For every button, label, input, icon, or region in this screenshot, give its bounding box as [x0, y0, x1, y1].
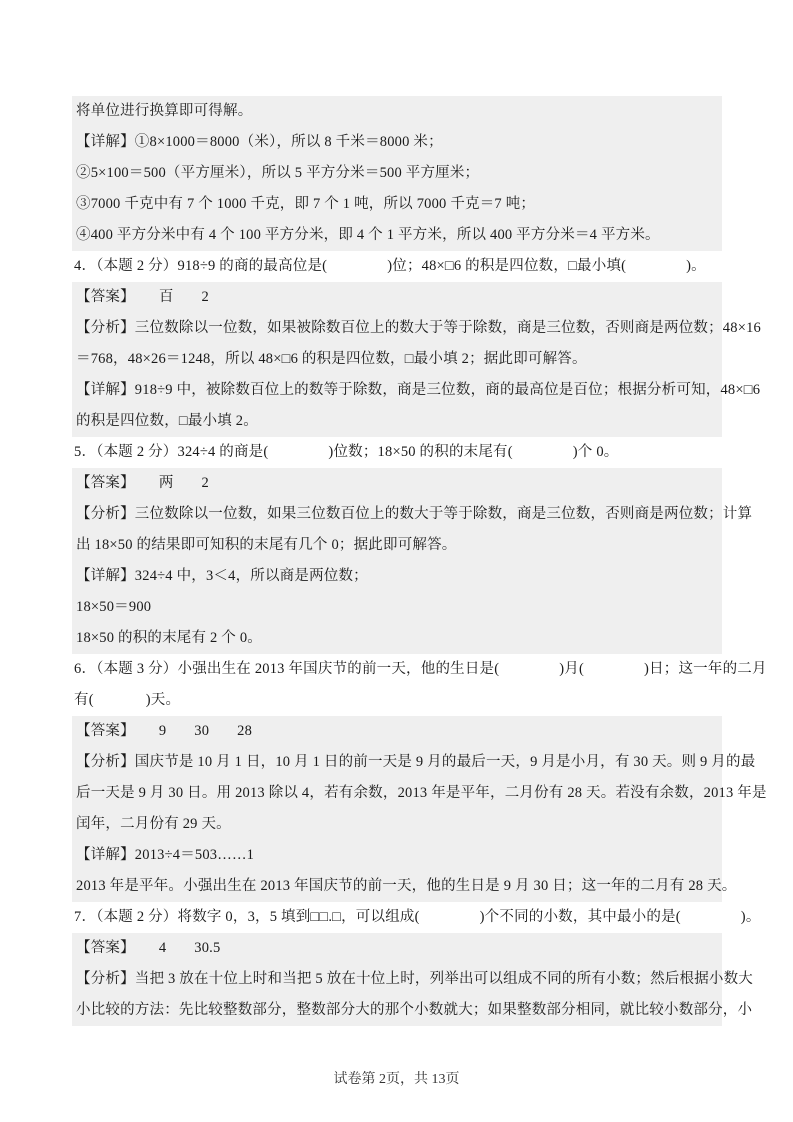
- exam-page-content: [72, 96, 767, 1026]
- detail-line: 的积是四位数，□最小填 2。: [76, 413, 258, 429]
- question-6: [72, 654, 767, 685]
- answer-value: 30.5: [194, 940, 221, 956]
- explanation-line: ④400 平方分米中有 4 个 100 平方分米，即 4 个 1 平方米，所以 400 平方分米＝4 平方米。: [76, 227, 660, 243]
- analysis-line: 后一天是 9 月 30 日。用 2013 除以 4，若有余数，2013 年是平年，二月份有 28 天。若没有余数，2013 年是: [76, 785, 767, 801]
- explanation-block-q7: [72, 933, 753, 1026]
- explanation-block-prev: [72, 96, 722, 251]
- detail-line: 【详解】918÷9 中，被除数百位上的数等于除数，商是三位数，商的最高位是百位；根据分析可知，48×□6: [76, 382, 761, 398]
- question-text: )个 0。: [572, 444, 619, 460]
- answer-line: [76, 282, 718, 313]
- explanation-line: 【详解】①8×1000＝8000（米），所以 8 千米＝8000 米；: [76, 134, 443, 150]
- answer-label: 【答案】: [76, 723, 135, 739]
- analysis-line: 闰年，二月份有 29 天。: [76, 816, 231, 832]
- answer-value: 30: [194, 723, 210, 739]
- analysis-line: 出 18×50 的结果即可知积的末尾有几个 0；据此即可解答。: [76, 537, 457, 553]
- explanation-block-q4: [72, 282, 761, 437]
- answer-label: 【答案】: [76, 940, 135, 956]
- analysis-line: 【分析】国庆节是 10 月 1 日，10 月 1 日的前一天是 9 月的最后一天，9 月是小月，有 30 天。则 9 月的最: [76, 754, 756, 770]
- analysis-line: ＝768，48×26＝1248，所以 48×□6 的积是四位数，□最小填 2；据此即可解答。: [76, 351, 587, 367]
- question-7: [72, 902, 761, 933]
- question-text: )位；48×□6 的积是四位数，□最小填(: [387, 258, 627, 274]
- explanation-line: ②5×100＝500（平方厘米），所以 5 平方分米＝500 平方厘米；: [76, 165, 480, 181]
- question-6-cont: [72, 685, 722, 716]
- explanation-line: ③7000 千克中有 7 个 1000 千克，即 7 个 1 吨，所以 7000 千克＝7 吨；: [76, 196, 536, 212]
- explanation-line: 将单位进行换算即可得解。: [76, 103, 253, 119]
- question-text: 有(: [74, 692, 94, 708]
- detail-line: 18×50 的积的末尾有 2 个 0。: [76, 630, 262, 646]
- question-text: 7．（本题 2 分）将数字 0，3，5 填到□□.□，可以组成(: [74, 909, 420, 925]
- explanation-block-q6: [72, 716, 767, 902]
- question-5: [72, 437, 722, 468]
- question-text: )天。: [145, 692, 181, 708]
- question-text: )日；这一年的二月: [644, 661, 767, 677]
- analysis-line: 【分析】三位数除以一位数，如果被除数百位上的数大于等于除数，商是三位数，否则商是两位数；48×16: [76, 320, 761, 336]
- answer-label: 【答案】: [76, 289, 135, 305]
- answer-value: 28: [237, 723, 253, 739]
- answer-line: [76, 933, 718, 964]
- answer-value: 两: [158, 475, 174, 491]
- detail-line: 【详解】2013÷4＝503……1: [76, 847, 255, 863]
- answer-value: 2: [201, 289, 209, 305]
- question-text: )。: [740, 909, 761, 925]
- question-text: )月(: [559, 661, 585, 677]
- question-text: 6．（本题 3 分）小强出生在 2013 年国庆节的前一天，他的生日是(: [74, 661, 500, 677]
- question-text: 4．（本题 2 分）918÷9 的商的最高位是(: [74, 258, 328, 274]
- question-4: [72, 251, 722, 282]
- answer-value: 百: [158, 289, 174, 305]
- detail-line: 【详解】324÷4 中，3＜4，所以商是两位数；: [76, 568, 368, 584]
- explanation-block-q5: [72, 468, 753, 654]
- question-text: )个不同的小数，其中最小的是(: [479, 909, 681, 925]
- question-text: )。: [686, 258, 706, 274]
- answer-value: 4: [158, 940, 167, 956]
- page-footer: 试卷第 2页，共 13页: [333, 1072, 460, 1087]
- analysis-line: 小比较的方法：先比较整数部分，整数部分大的那个小数就大；如果整数部分相同，就比较小数部分，小: [76, 1002, 753, 1018]
- detail-line: 18×50＝900: [76, 599, 152, 615]
- question-text: )位数；18×50 的积的末尾有(: [328, 444, 513, 460]
- answer-value: 9: [158, 723, 167, 739]
- question-text: 5．（本题 2 分）324÷4 的商是(: [74, 444, 269, 460]
- analysis-line: 【分析】当把 3 放在十位上时和当把 5 放在十位上时，列举出可以组成不同的所有小数；然后根据小数大: [76, 971, 753, 987]
- answer-line: [76, 468, 718, 499]
- answer-line: [76, 716, 718, 747]
- answer-value: 2: [201, 475, 209, 491]
- answer-label: 【答案】: [76, 475, 135, 491]
- analysis-line: 【分析】三位数除以一位数，如果三位数百位上的数大于等于除数，商是三位数，否则商是两位数；计算: [76, 506, 753, 522]
- detail-line: 2013 年是平年。小强出生在 2013 年国庆节的前一天，他的生日是 9 月 30 日；这一年的二月有 28 天。: [76, 878, 737, 894]
